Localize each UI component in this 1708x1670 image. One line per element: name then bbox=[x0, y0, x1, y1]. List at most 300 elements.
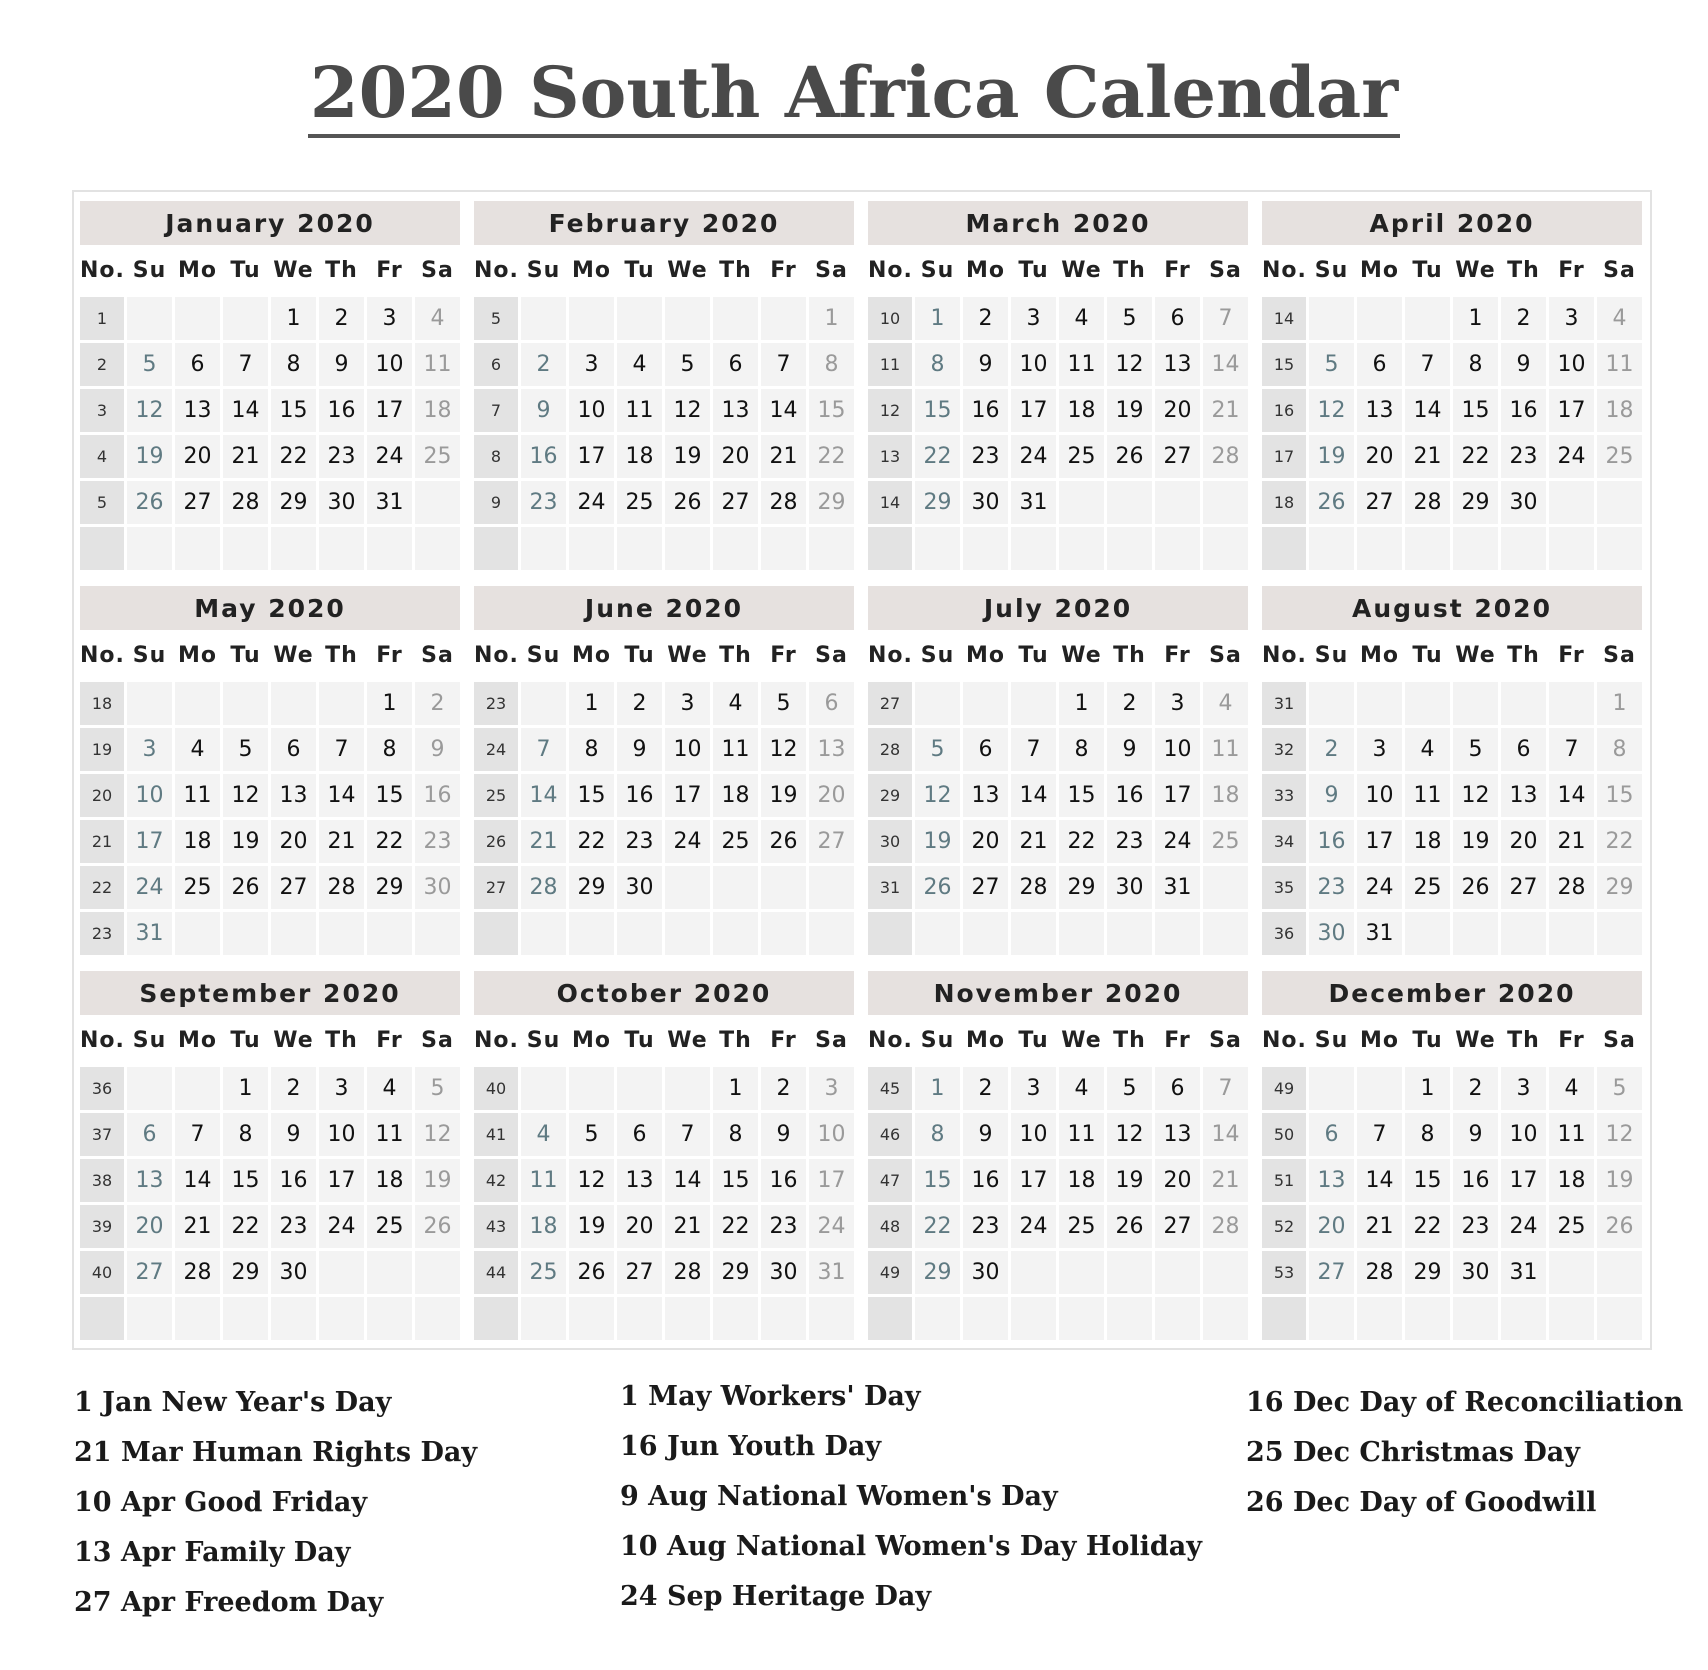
day-cell bbox=[175, 527, 220, 570]
day-cell: 14 bbox=[175, 1159, 220, 1202]
weekday-header: No. bbox=[1262, 1028, 1307, 1053]
weekday-header: Th bbox=[325, 258, 358, 283]
day-cell: 30 bbox=[1107, 866, 1152, 909]
day-cell bbox=[1597, 527, 1642, 570]
day-cell: 11 bbox=[713, 728, 758, 771]
day-cell: 4 bbox=[1059, 1067, 1104, 1110]
day-cell bbox=[521, 297, 566, 340]
weekday-header: Tu bbox=[230, 1028, 261, 1053]
week-number: 36 bbox=[80, 1067, 124, 1110]
month-title: October 2020 bbox=[474, 971, 854, 1015]
day-cell: 24 bbox=[1011, 1205, 1056, 1248]
day-cell: 25 bbox=[1597, 435, 1642, 478]
weekday-header: We bbox=[1455, 643, 1496, 668]
day-cell: 24 bbox=[319, 1205, 364, 1248]
day-cell: 2 bbox=[415, 682, 460, 725]
day-cell: 9 bbox=[1309, 774, 1354, 817]
weekday-header: We bbox=[1061, 258, 1102, 283]
weekday-header: Th bbox=[1113, 1028, 1146, 1053]
day-cell: 7 bbox=[1011, 728, 1056, 771]
week-number: 52 bbox=[1262, 1205, 1306, 1248]
day-cell: 20 bbox=[271, 820, 316, 863]
day-cell bbox=[1011, 1297, 1056, 1340]
week-number: 32 bbox=[1262, 728, 1306, 771]
day-cell: 16 bbox=[1453, 1159, 1498, 1202]
month-grid bbox=[1262, 1018, 1642, 1340]
day-cell: 29 bbox=[713, 1251, 758, 1294]
day-cell: 20 bbox=[1155, 389, 1200, 432]
day-cell: 21 bbox=[1549, 820, 1594, 863]
month-title: August 2020 bbox=[1262, 586, 1642, 630]
month-grid bbox=[868, 248, 1248, 570]
holiday-item: 27 Apr Freedom Day bbox=[74, 1587, 384, 1618]
weekday-header: Fr bbox=[376, 258, 403, 283]
month-11 bbox=[868, 971, 1248, 1335]
weekday-header: Su bbox=[526, 258, 561, 283]
day-cell: 21 bbox=[1203, 1159, 1248, 1202]
day-cell: 4 bbox=[175, 728, 220, 771]
weekday-header: Th bbox=[1507, 643, 1540, 668]
day-cell: 14 bbox=[1203, 343, 1248, 386]
day-cell: 3 bbox=[1011, 297, 1056, 340]
day-cell: 20 bbox=[1155, 1159, 1200, 1202]
day-cell: 26 bbox=[1597, 1205, 1642, 1248]
day-cell: 24 bbox=[367, 435, 412, 478]
day-cell: 17 bbox=[1357, 820, 1402, 863]
day-cell: 29 bbox=[1405, 1251, 1450, 1294]
day-cell: 16 bbox=[1107, 774, 1152, 817]
weekday-header: Fr bbox=[1558, 1028, 1585, 1053]
weekday-header: We bbox=[1061, 1028, 1102, 1053]
day-cell bbox=[223, 527, 268, 570]
day-cell bbox=[713, 297, 758, 340]
weekday-header: Fr bbox=[1558, 258, 1585, 283]
day-cell: 18 bbox=[1549, 1159, 1594, 1202]
day-cell: 28 bbox=[1203, 1205, 1248, 1248]
weekday-header: Mo bbox=[1359, 258, 1399, 283]
day-cell bbox=[713, 912, 758, 955]
day-cell bbox=[809, 1297, 854, 1340]
weekday-header: Fr bbox=[770, 1028, 797, 1053]
week-number bbox=[868, 1297, 912, 1340]
day-cell: 31 bbox=[367, 481, 412, 524]
day-cell bbox=[761, 297, 806, 340]
day-cell: 26 bbox=[1107, 1205, 1152, 1248]
day-cell: 4 bbox=[1597, 297, 1642, 340]
day-cell: 10 bbox=[1549, 343, 1594, 386]
weekday-header: Su bbox=[132, 1028, 167, 1053]
day-cell bbox=[1059, 912, 1104, 955]
day-cell bbox=[1203, 866, 1248, 909]
day-cell bbox=[665, 866, 710, 909]
day-cell: 12 bbox=[665, 389, 710, 432]
weekday-header: Su bbox=[1314, 258, 1349, 283]
week-number bbox=[868, 527, 912, 570]
day-cell bbox=[415, 1297, 460, 1340]
day-cell: 19 bbox=[1453, 820, 1498, 863]
day-cell: 19 bbox=[665, 435, 710, 478]
day-cell: 23 bbox=[521, 481, 566, 524]
day-cell bbox=[1059, 481, 1104, 524]
day-cell: 20 bbox=[809, 774, 854, 817]
day-cell: 14 bbox=[761, 389, 806, 432]
day-cell: 11 bbox=[1059, 343, 1104, 386]
day-cell bbox=[1059, 1251, 1104, 1294]
week-number: 2 bbox=[80, 343, 124, 386]
weekday-header: Tu bbox=[1412, 1028, 1443, 1053]
day-cell: 15 bbox=[809, 389, 854, 432]
day-cell: 20 bbox=[175, 435, 220, 478]
day-cell bbox=[1309, 682, 1354, 725]
day-cell: 14 bbox=[1357, 1159, 1402, 1202]
week-number: 12 bbox=[868, 389, 912, 432]
day-cell: 23 bbox=[963, 435, 1008, 478]
day-cell bbox=[1107, 1297, 1152, 1340]
day-cell bbox=[665, 527, 710, 570]
day-cell: 22 bbox=[1453, 435, 1498, 478]
day-cell: 9 bbox=[1501, 343, 1546, 386]
day-cell bbox=[1309, 297, 1354, 340]
weekday-header: No. bbox=[474, 258, 519, 283]
day-cell bbox=[127, 297, 172, 340]
day-cell: 31 bbox=[1501, 1251, 1546, 1294]
month-2 bbox=[474, 201, 854, 565]
day-cell: 7 bbox=[1549, 728, 1594, 771]
month-title: January 2020 bbox=[80, 201, 460, 245]
weekday-header: Su bbox=[920, 258, 955, 283]
day-cell bbox=[1405, 527, 1450, 570]
day-cell bbox=[1597, 481, 1642, 524]
weekday-header: Tu bbox=[1412, 643, 1443, 668]
day-cell bbox=[569, 1297, 614, 1340]
day-cell: 8 bbox=[713, 1113, 758, 1156]
day-cell: 11 bbox=[415, 343, 460, 386]
day-cell: 12 bbox=[1107, 1113, 1152, 1156]
day-cell: 15 bbox=[569, 774, 614, 817]
week-number: 27 bbox=[474, 866, 518, 909]
week-number: 40 bbox=[80, 1251, 124, 1294]
holiday-item: 9 Aug National Women's Day bbox=[620, 1481, 1058, 1512]
month-6 bbox=[474, 586, 854, 950]
week-number: 38 bbox=[80, 1159, 124, 1202]
month-5 bbox=[80, 586, 460, 950]
day-cell: 18 bbox=[1597, 389, 1642, 432]
day-cell: 12 bbox=[761, 728, 806, 771]
day-cell bbox=[1501, 682, 1546, 725]
day-cell bbox=[223, 1297, 268, 1340]
day-cell: 5 bbox=[415, 1067, 460, 1110]
holiday-item: 25 Dec Christmas Day bbox=[1246, 1437, 1580, 1468]
day-cell: 26 bbox=[915, 866, 960, 909]
week-number: 29 bbox=[868, 774, 912, 817]
weekday-header: Tu bbox=[1018, 258, 1049, 283]
day-cell: 10 bbox=[1011, 343, 1056, 386]
day-cell: 6 bbox=[1155, 1067, 1200, 1110]
day-cell: 8 bbox=[1597, 728, 1642, 771]
weekday-header: Tu bbox=[230, 643, 261, 668]
day-cell: 13 bbox=[1155, 343, 1200, 386]
day-cell: 16 bbox=[1309, 820, 1354, 863]
month-12 bbox=[1262, 971, 1642, 1335]
day-cell: 5 bbox=[1107, 1067, 1152, 1110]
day-cell bbox=[1405, 297, 1450, 340]
day-cell bbox=[1203, 912, 1248, 955]
weekday-header: Th bbox=[1507, 1028, 1540, 1053]
day-cell: 2 bbox=[617, 682, 662, 725]
week-number: 51 bbox=[1262, 1159, 1306, 1202]
day-cell: 12 bbox=[569, 1159, 614, 1202]
week-number: 23 bbox=[474, 682, 518, 725]
day-cell bbox=[175, 1067, 220, 1110]
day-cell: 4 bbox=[713, 682, 758, 725]
day-cell bbox=[1357, 1067, 1402, 1110]
day-cell: 7 bbox=[319, 728, 364, 771]
day-cell bbox=[665, 1297, 710, 1340]
day-cell: 19 bbox=[569, 1205, 614, 1248]
day-cell: 28 bbox=[319, 866, 364, 909]
day-cell: 4 bbox=[1203, 682, 1248, 725]
day-cell: 21 bbox=[1203, 389, 1248, 432]
day-cell: 29 bbox=[223, 1251, 268, 1294]
weekday-header: Mo bbox=[571, 643, 611, 668]
day-cell: 22 bbox=[1059, 820, 1104, 863]
week-number bbox=[868, 912, 912, 955]
day-cell bbox=[809, 866, 854, 909]
day-cell: 14 bbox=[1549, 774, 1594, 817]
day-cell bbox=[963, 912, 1008, 955]
day-cell bbox=[367, 1297, 412, 1340]
day-cell bbox=[809, 912, 854, 955]
day-cell bbox=[1203, 481, 1248, 524]
day-cell: 18 bbox=[713, 774, 758, 817]
day-cell: 28 bbox=[223, 481, 268, 524]
week-number: 21 bbox=[80, 820, 124, 863]
weekday-header: No. bbox=[868, 643, 913, 668]
day-cell: 16 bbox=[963, 1159, 1008, 1202]
day-cell: 6 bbox=[809, 682, 854, 725]
day-cell: 27 bbox=[1155, 1205, 1200, 1248]
week-number: 4 bbox=[80, 435, 124, 478]
day-cell: 12 bbox=[415, 1113, 460, 1156]
day-cell bbox=[319, 1297, 364, 1340]
holiday-list-a bbox=[74, 1378, 477, 1628]
day-cell: 1 bbox=[713, 1067, 758, 1110]
day-cell: 19 bbox=[1309, 435, 1354, 478]
day-cell: 6 bbox=[713, 343, 758, 386]
day-cell: 14 bbox=[1203, 1113, 1248, 1156]
weekday-header: We bbox=[273, 1028, 314, 1053]
day-cell: 18 bbox=[367, 1159, 412, 1202]
day-cell: 25 bbox=[617, 481, 662, 524]
day-cell: 19 bbox=[761, 774, 806, 817]
day-cell bbox=[713, 527, 758, 570]
day-cell: 5 bbox=[223, 728, 268, 771]
week-number: 8 bbox=[474, 435, 518, 478]
day-cell: 9 bbox=[617, 728, 662, 771]
day-cell bbox=[223, 682, 268, 725]
day-cell: 10 bbox=[1011, 1113, 1056, 1156]
day-cell: 12 bbox=[1309, 389, 1354, 432]
day-cell bbox=[1405, 682, 1450, 725]
day-cell: 26 bbox=[569, 1251, 614, 1294]
day-cell: 15 bbox=[367, 774, 412, 817]
day-cell: 23 bbox=[319, 435, 364, 478]
day-cell bbox=[521, 1297, 566, 1340]
day-cell: 19 bbox=[1107, 389, 1152, 432]
day-cell: 9 bbox=[1107, 728, 1152, 771]
day-cell: 21 bbox=[1357, 1205, 1402, 1248]
day-cell bbox=[175, 297, 220, 340]
month-title: March 2020 bbox=[868, 201, 1248, 245]
day-cell: 28 bbox=[761, 481, 806, 524]
weekday-header: Sa bbox=[1209, 643, 1242, 668]
week-number: 48 bbox=[868, 1205, 912, 1248]
day-cell bbox=[127, 527, 172, 570]
week-number: 25 bbox=[474, 774, 518, 817]
day-cell: 22 bbox=[367, 820, 412, 863]
day-cell: 8 bbox=[271, 343, 316, 386]
week-number: 46 bbox=[868, 1113, 912, 1156]
day-cell: 7 bbox=[1203, 1067, 1248, 1110]
weekday-header: Sa bbox=[1209, 1028, 1242, 1053]
week-number: 45 bbox=[868, 1067, 912, 1110]
day-cell bbox=[319, 527, 364, 570]
day-cell: 1 bbox=[367, 682, 412, 725]
day-cell bbox=[1107, 912, 1152, 955]
day-cell: 28 bbox=[1357, 1251, 1402, 1294]
day-cell bbox=[271, 682, 316, 725]
day-cell bbox=[367, 1251, 412, 1294]
day-cell: 22 bbox=[713, 1205, 758, 1248]
weekday-header: No. bbox=[80, 643, 125, 668]
day-cell: 23 bbox=[761, 1205, 806, 1248]
day-cell: 9 bbox=[963, 343, 1008, 386]
day-cell bbox=[915, 682, 960, 725]
week-number: 5 bbox=[80, 481, 124, 524]
day-cell: 22 bbox=[223, 1205, 268, 1248]
month-title: April 2020 bbox=[1262, 201, 1642, 245]
day-cell: 6 bbox=[1357, 343, 1402, 386]
day-cell: 8 bbox=[1453, 343, 1498, 386]
day-cell bbox=[1597, 912, 1642, 955]
weekday-header: Th bbox=[325, 643, 358, 668]
day-cell: 6 bbox=[175, 343, 220, 386]
day-cell: 29 bbox=[1059, 866, 1104, 909]
day-cell: 16 bbox=[271, 1159, 316, 1202]
day-cell: 18 bbox=[1059, 1159, 1104, 1202]
week-number: 49 bbox=[1262, 1067, 1306, 1110]
month-title: February 2020 bbox=[474, 201, 854, 245]
weekday-header: Sa bbox=[421, 643, 454, 668]
day-cell: 17 bbox=[665, 774, 710, 817]
day-cell: 10 bbox=[569, 389, 614, 432]
day-cell bbox=[569, 1067, 614, 1110]
day-cell: 25 bbox=[713, 820, 758, 863]
week-number: 19 bbox=[80, 728, 124, 771]
day-cell: 12 bbox=[915, 774, 960, 817]
day-cell: 16 bbox=[1501, 389, 1546, 432]
day-cell: 4 bbox=[1059, 297, 1104, 340]
months-grid bbox=[80, 201, 1642, 1335]
day-cell: 23 bbox=[271, 1205, 316, 1248]
day-cell: 26 bbox=[223, 866, 268, 909]
month-grid bbox=[1262, 633, 1642, 955]
day-cell: 4 bbox=[617, 343, 662, 386]
day-cell: 21 bbox=[761, 435, 806, 478]
day-cell: 3 bbox=[1011, 1067, 1056, 1110]
week-number: 18 bbox=[1262, 481, 1306, 524]
day-cell bbox=[569, 297, 614, 340]
week-number: 9 bbox=[474, 481, 518, 524]
day-cell bbox=[1155, 1297, 1200, 1340]
day-cell: 27 bbox=[713, 481, 758, 524]
day-cell: 4 bbox=[367, 1067, 412, 1110]
week-number: 1 bbox=[80, 297, 124, 340]
day-cell: 18 bbox=[1405, 820, 1450, 863]
week-number: 47 bbox=[868, 1159, 912, 1202]
day-cell: 21 bbox=[521, 820, 566, 863]
day-cell: 9 bbox=[271, 1113, 316, 1156]
weekday-header: Su bbox=[1314, 1028, 1349, 1053]
day-cell: 26 bbox=[415, 1205, 460, 1248]
weekday-header: Fr bbox=[770, 643, 797, 668]
day-cell: 26 bbox=[665, 481, 710, 524]
day-cell: 15 bbox=[1405, 1159, 1450, 1202]
week-number: 6 bbox=[474, 343, 518, 386]
holiday-item: 26 Dec Day of Goodwill bbox=[1246, 1487, 1597, 1518]
week-number: 40 bbox=[474, 1067, 518, 1110]
day-cell: 14 bbox=[223, 389, 268, 432]
day-cell: 8 bbox=[1405, 1113, 1450, 1156]
week-number bbox=[474, 912, 518, 955]
day-cell: 12 bbox=[1597, 1113, 1642, 1156]
day-cell: 31 bbox=[809, 1251, 854, 1294]
day-cell bbox=[713, 866, 758, 909]
day-cell bbox=[1357, 1297, 1402, 1340]
weekday-header: We bbox=[1455, 258, 1496, 283]
day-cell: 2 bbox=[1107, 682, 1152, 725]
weekday-header: Sa bbox=[815, 258, 848, 283]
month-4 bbox=[1262, 201, 1642, 565]
week-number: 43 bbox=[474, 1205, 518, 1248]
day-cell: 30 bbox=[1501, 481, 1546, 524]
day-cell: 10 bbox=[367, 343, 412, 386]
day-cell bbox=[1155, 527, 1200, 570]
day-cell: 28 bbox=[1405, 481, 1450, 524]
day-cell: 23 bbox=[963, 1205, 1008, 1248]
week-number: 14 bbox=[1262, 297, 1306, 340]
day-cell bbox=[809, 527, 854, 570]
day-cell bbox=[367, 527, 412, 570]
day-cell: 18 bbox=[617, 435, 662, 478]
month-grid bbox=[1262, 248, 1642, 570]
weekday-header: Th bbox=[719, 643, 752, 668]
day-cell bbox=[319, 682, 364, 725]
day-cell: 10 bbox=[1357, 774, 1402, 817]
day-cell: 8 bbox=[809, 343, 854, 386]
day-cell: 13 bbox=[1309, 1159, 1354, 1202]
day-cell: 27 bbox=[963, 866, 1008, 909]
month-10 bbox=[474, 971, 854, 1335]
day-cell bbox=[963, 682, 1008, 725]
day-cell bbox=[1155, 912, 1200, 955]
day-cell: 5 bbox=[569, 1113, 614, 1156]
day-cell: 5 bbox=[1453, 728, 1498, 771]
day-cell bbox=[1203, 527, 1248, 570]
day-cell: 29 bbox=[1597, 866, 1642, 909]
day-cell bbox=[271, 527, 316, 570]
day-cell: 28 bbox=[1203, 435, 1248, 478]
